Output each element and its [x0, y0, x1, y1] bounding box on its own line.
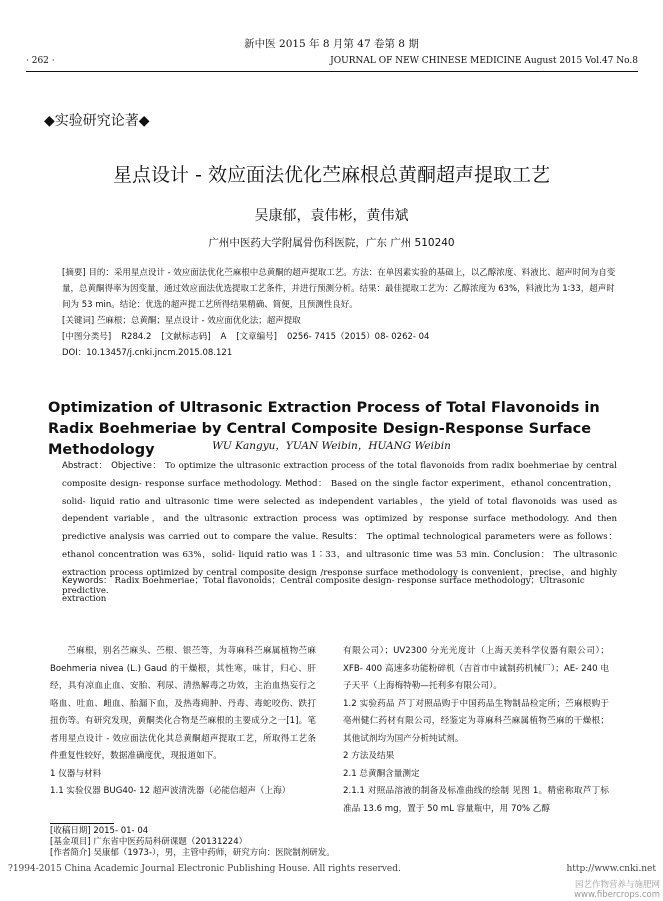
article-no-label: [文章编号] [236, 332, 277, 342]
funding: [基金项目] 广东省中医药局科研课题（20131224） [50, 837, 248, 847]
authors-cn: 吴康郁，袁伟彬，黄伟斌 [254, 208, 409, 224]
standard-curve-paragraph: 2.1.1 对照品溶液的制备及标准曲线的绘制 见图 1。精密称取芦丁标准品 13.6 mg，置于 50 mL 容量瓶中，用 70% 乙醇 [343, 786, 609, 814]
objective-text: To optimize the ultrasonic extraction process of the total flavonoids from radix boehmeriae by central composite design- response surface methodology. [62, 461, 618, 489]
keywords-en-text: Radix Boehmeriae；Total flavonoids；Central composite design- response surface methodology；Ultrasonic extraction [62, 576, 585, 604]
article-title-en: Optimization of Ultrasonic Extraction Process of Total Flavonoids in Radix Boehmeriae by Central Composite Design-Response Surface Methodology [48, 400, 600, 458]
section-label: ◆实验研究论著◆ [44, 113, 150, 129]
heading-instruments-materials: 1 仪器与材料 [50, 768, 102, 779]
running-header [26, 56, 638, 66]
clc-value: R284.2 [121, 332, 152, 342]
results-text: The optimal technological parameters were as follows：ethanol concentration was 63%，solid- liquid ratio was 1∶33，and ultrasonic time was 53 min. [62, 532, 618, 560]
objective-label: Objective： [111, 461, 162, 471]
abstract-cn [62, 265, 617, 361]
results-label: Results： [321, 532, 364, 543]
cnki-url: http://www.cnki.net [566, 864, 656, 874]
abstract-en-label: Abstract： [62, 461, 108, 471]
doc-code-value: A [220, 332, 227, 342]
affiliation-cn: 广州中医药大学附属骨伤科医院，广东 广州 510240 [208, 237, 455, 249]
conclusion-label: Conclusion： [493, 549, 551, 560]
journal-header-en: JOURNAL OF NEW CHINESE MEDICINE August 2015 Vol.47 No.8 [330, 56, 638, 66]
copyright-line [8, 864, 656, 874]
article-title-cn: 星点设计 - 效应面法优化苎麻根总黄酮超声提取工艺 [113, 164, 550, 186]
classification-row [62, 329, 617, 345]
heading-methods-results: 2 方法及结果 [343, 751, 395, 761]
doc-code-label: [文献标志码] [161, 332, 211, 342]
instruments-paragraph: 1.1 实验仪器 BUG40- 12 超声波清洗器（必能信超声（上海） [50, 786, 291, 796]
header-divider [26, 71, 638, 72]
method-label: Method： [285, 478, 328, 489]
conclusion-text: The ultrasonic extraction process optimized by central composite design /response surface methodology is convenient，precise，and highly predictive. [62, 549, 618, 596]
footnotes [50, 826, 430, 859]
keywords-en [62, 573, 617, 609]
keywords-en-label: Keywords： [62, 576, 112, 586]
keywords-cn: [关键词] 苎麻根；总黄酮；星点设计 - 效应面优化法；超声提取 [62, 316, 301, 326]
abstract-cn-text: [摘要] 目的：采用星点设计 - 效应面法优化苎麻根中总黄酮的超声提取工艺。方法：在单因素实验的基础上，以乙醇浓度、料液比、超声时间为自变量，总黄酮得率为因变量，通过效应面法优选提取工艺条件，并进行预测分析。结果：最佳提取工艺为：乙醇浓度为 63%，料液比为 1∶33，超声时间为 53 min。结论：优选的超声提工艺所得结果精确、简便，且预测性良好。 [62, 268, 616, 310]
site-watermark: 园艺作物营养与施肥网 www.fibercrops.com [574, 880, 660, 900]
reagents-paragraph: 1.2 实验药品 芦丁对照品购于中国药品生物制品检定所；苎麻根购于亳州健仁药材有限公司，经鉴定为荨麻科苎麻属植物苎麻的干燥根；其他试剂均为国产分析纯试剂。 [343, 698, 609, 744]
footnote-divider [50, 823, 114, 824]
doi: DOI：10.13457/j.cnki.jncm.2015.08.121 [62, 348, 233, 358]
page-number: · 262 · [26, 56, 55, 66]
body-column-left [50, 643, 316, 801]
article-no-value: 0256- 7415（2015）08- 0262- 04 [287, 332, 430, 342]
body-column-right [343, 643, 609, 818]
instruments-continued: 有限公司）；UV2300 分光光度计（上海天美科学仪器有限公司）；XFB- 400 高速多功能粉碎机（吉首市中诚制药机械厂）；AE- 240 电子天平（上海梅特勒—托利多有限公司）。 [343, 646, 609, 691]
heading-flavonoid-content: 2.1 总黄酮含量测定 [343, 768, 420, 779]
copyright-text: ?1994-2015 China Academic Journal Electronic Publishing House. All rights reserved. [8, 864, 401, 874]
authors-en: WU Kangyu，YUAN Weibin，HUANG Weibin [212, 440, 451, 452]
intro-paragraph: 苎麻根，别名苎麻头、苎根、银苎等，为荨麻科苎麻属植物苎麻 Boehmeria nivea (L.) Gaud 的干燥根，其性寒，味甘，归心、肝经，具有凉血止血、安胎、利尿、清热解毒之功效，主治血热妄行之咯血、吐血、衄血、胎漏下血，及热毒痈肿、丹毒、毒蛇咬伤、跌打扭伤等。有研究发现，黄酮类化合物是苎麻根的主要成分之一[1]。笔者用星点设计 - 效应面法优化其总黄酮超声提取工艺，所取得工艺条件重复性较好，数据准确度优，现报道如下。 [50, 646, 316, 761]
journal-header-cn: 新中医 2015 年 8 月第 47 卷第 8 期 [244, 38, 419, 50]
clc-label: [中图分类号] [62, 332, 112, 342]
received-date: [收稿日期] 2015- 01- 04 [50, 826, 149, 836]
method-text: Based on the single factor experiment，ethanol concentration，solid- liquid ratio and ultrasonic time were selected as independent variables，the yield of total flavonoids was used as dependent variable，and the ultrasonic extraction process was optimized by response surface methodology. And then predictive analysis was carried out to compare the value. [62, 478, 618, 543]
author-bio: [作者简介] 吴康郁（1973-），男，主管中药师，研究方向：医院制剂研发。 [50, 848, 335, 858]
